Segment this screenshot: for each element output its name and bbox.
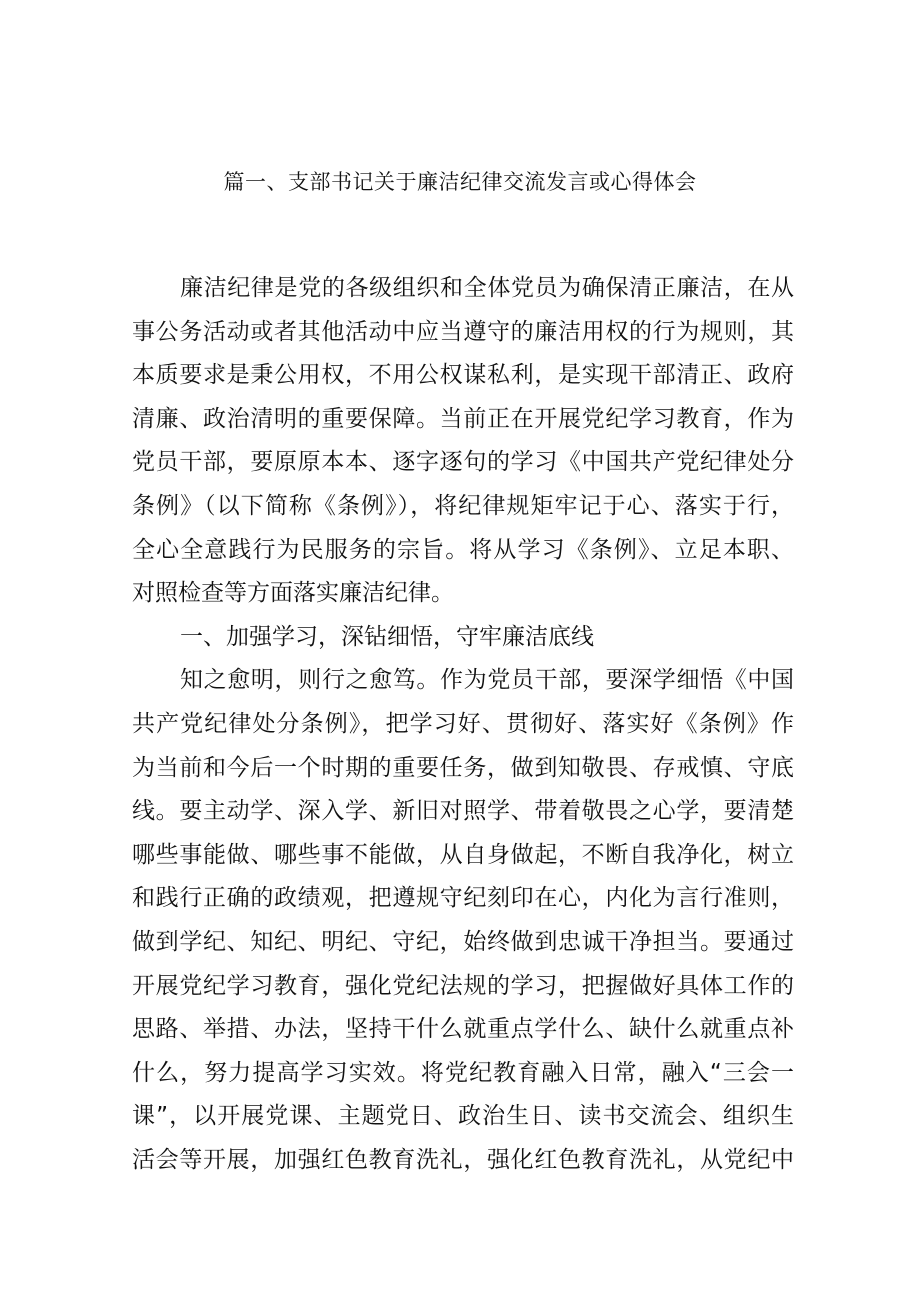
text-line: 和践行正确的政绩观，把遵规守纪刻印在心，内化为言行准则， bbox=[132, 885, 794, 912]
text-line: 全心全意践行为民服务的宗旨。将从学习《条例》、立足本职、 bbox=[132, 536, 794, 563]
document-title: 篇一、支部书记关于廉洁纪律交流发言或心得体会 bbox=[223, 170, 697, 194]
text-line: 廉洁纪律是党的各级组织和全体党员为确保清正廉洁，在从 bbox=[180, 275, 794, 301]
section-heading-text: 一、加强学习，深钻细悟，守牢廉洁底线 bbox=[180, 623, 594, 650]
text-line: 哪些事能做、哪些事不能做，从自身做起，不断自我净化，树立 bbox=[132, 841, 794, 868]
text-line: 开展党纪学习教育，强化党纪法规的学习，把握做好具体工作的 bbox=[132, 972, 794, 999]
text-line: 共产党纪律处分条例》，把学习好、贯彻好、落实好《条例》作 bbox=[132, 710, 794, 737]
paragraph-intro bbox=[132, 267, 794, 616]
text-line: 党员干部，要原原本本、逐字逐句的学习《中国共产党纪律处分 bbox=[132, 449, 794, 476]
text-line: 为当前和今后一个时期的重要任务，做到知敬畏、存戒慎、守底 bbox=[132, 754, 794, 781]
text-line: 什么，努力提高学习实效。将党纪教育融入日常，融入“三会一 bbox=[132, 1059, 794, 1086]
text-line: 思路、举措、办法，坚持干什么就重点学什么、缺什么就重点补 bbox=[132, 1016, 794, 1043]
text-line: 活会等开展，加强红色教育洗礼，强化红色教育洗礼，从党纪中 bbox=[132, 1146, 794, 1173]
text-line: 条例》（以下简称《条例》），将纪律规矩牢记于心、落实于行， bbox=[132, 492, 794, 519]
text-line: 事公务活动或者其他活动中应当遵守的廉洁用权的行为规则，其 bbox=[132, 318, 794, 345]
text-line: 对照检查等方面落实廉洁纪律。 bbox=[132, 580, 454, 607]
text-line: 知之愈明，则行之愈笃。作为党员干部，要深学细悟《中国 bbox=[180, 667, 794, 694]
text-line: 做到学纪、知纪、明纪、守纪，始终做到忠诚干净担当。要通过 bbox=[132, 928, 794, 955]
text-line: 线。要主动学、深入学、新旧对照学、带着敬畏之心学，要清楚 bbox=[132, 798, 794, 825]
text-line: 本质要求是秉公用权，不用公权谋私利，是实现干部清正、政府 bbox=[132, 362, 794, 389]
text-line: 课”，以开展党课、主题党日、政治生日、读书交流会、组织生 bbox=[132, 1103, 794, 1130]
document-body bbox=[132, 267, 794, 1182]
paragraph-section-one bbox=[132, 659, 794, 1182]
section-heading bbox=[132, 616, 794, 660]
text-line: 清廉、政治清明的重要保障。当前正在开展党纪学习教育，作为 bbox=[132, 405, 794, 432]
